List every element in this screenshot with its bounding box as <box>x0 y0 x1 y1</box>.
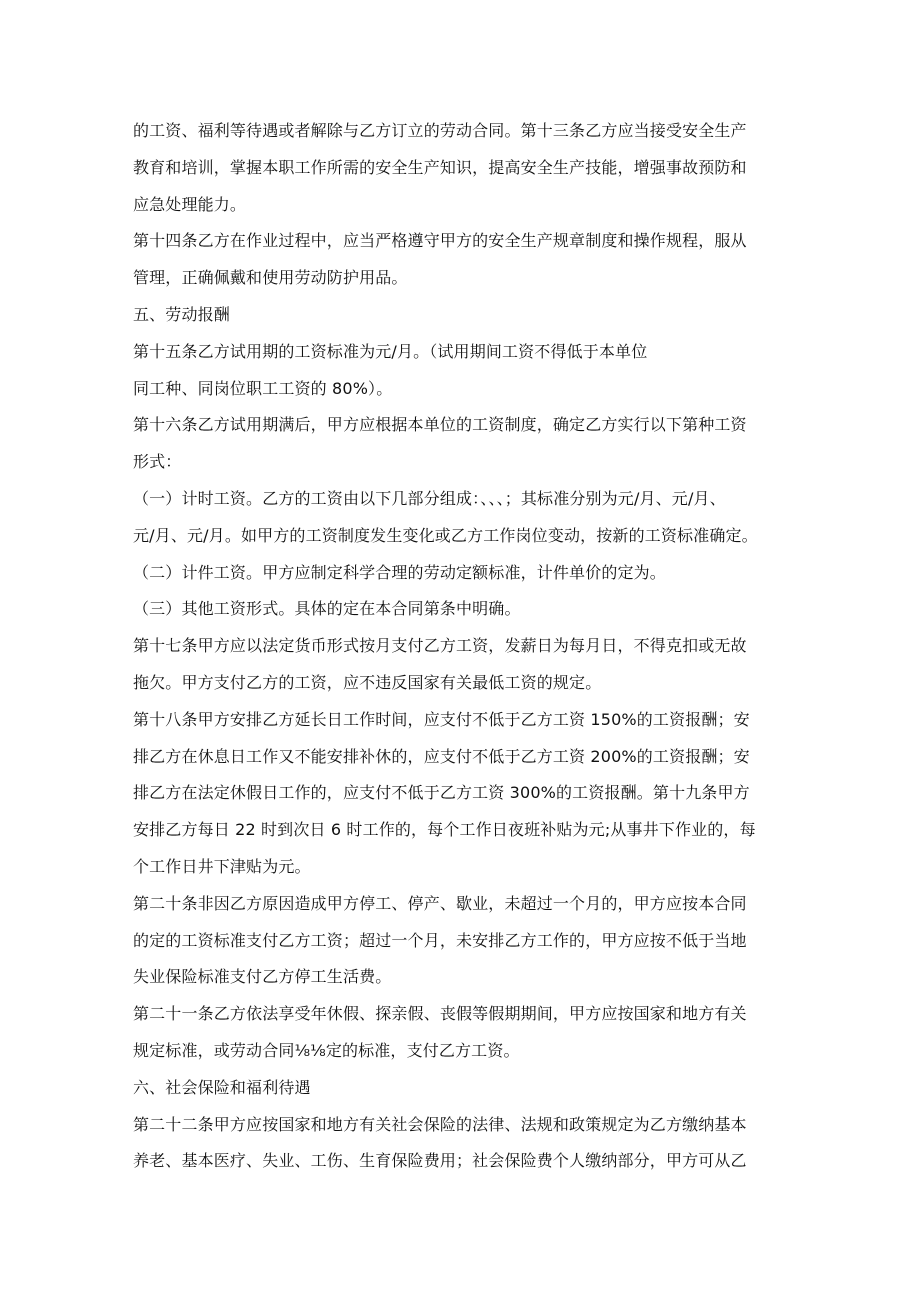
document-body <box>133 113 793 1180</box>
text-line: 第二十二条甲方应按国家和地方有关社会保险的法律、法规和政策规定为乙方缴纳基本 <box>133 1114 747 1134</box>
text-line: 第二十一条乙方依法享受年休假、探亲假、丧假等假期期间，甲方应按国家和地方有关 <box>133 1004 747 1024</box>
text-line: 的定的工资标准支付乙方工资；超过一个月，未安排乙方工作的，甲方应按不低于当地 <box>133 930 747 950</box>
text-line: 第十五条乙方试用期的工资标准为元/月。（试用期间工资不得低于本单位 <box>133 341 648 361</box>
text-line: 第十四条乙方在作业过程中，应当严格遵守甲方的安全生产规章制度和操作规程，服从 <box>133 231 747 251</box>
text-line: 第二十条非因乙方原因造成甲方停工、停产、歇业，未超过一个月的，甲方应按本合同 <box>133 893 747 913</box>
text-line: 安排乙方每日 22 时到次日 6 时工作的，每个工作日夜班补贴为元;从事井下作业的，每 <box>133 820 756 840</box>
text-line: 拖欠。甲方支付乙方的工资，应不违反国家有关最低工资的规定。 <box>133 672 602 692</box>
section-heading: 六、社会保险和福利待遇 <box>133 1077 311 1097</box>
text-line: 同工种、同岗位职工工资的 80%）。 <box>133 378 393 398</box>
text-line: 管理，正确佩戴和使用劳动防护用品。 <box>133 268 408 288</box>
text-line: 应急处理能力。 <box>133 194 247 214</box>
list-item: （一）计时工资。乙方的工资由以下几部分组成：、、、；其标准分别为元/月、元/月、 <box>133 488 726 508</box>
text-line: 教育和培训，掌握本职工作所需的安全生产知识，提高安全生产技能，增强事故预防和 <box>133 157 747 177</box>
text-line: 排乙方在法定休假日工作的，应支付不低于乙方工资 300%的工资报酬。第十九条甲方 <box>133 783 750 803</box>
text-line: 排乙方在休息日工作又不能安排补休的，应支付不低于乙方工资 200%的工资报酬；安 <box>133 746 750 766</box>
text-line: 失业保险标准支付乙方停工生活费。 <box>133 967 392 987</box>
list-item: （三）其他工资形式。具体的定在本合同第条中明确。 <box>133 599 521 619</box>
text-line: 的工资、福利等待遇或者解除与乙方订立的劳动合同。第十三条乙方应当接受安全生产 <box>133 121 747 140</box>
text-line: 第十八条甲方安排乙方延长日工作时间，应支付不低于乙方工资 150%的工资报酬；安 <box>133 709 750 729</box>
section-heading: 五、劳动报酬 <box>133 304 230 324</box>
text-line: 第十七条甲方应以法定货币形式按月支付乙方工资，发薪日为每月日，不得克扣或无故 <box>133 636 747 656</box>
text-line: 元/月、元/月。如甲方的工资制度发生变化或乙方工作岗位变动，按新的工资标准确定。 <box>133 525 758 545</box>
text-line: 第十六条乙方试用期满后，甲方应根据本单位的工资制度，确定乙方实行以下第种工资 <box>133 415 747 435</box>
list-item: （二）计件工资。甲方应制定科学合理的劳动定额标准，计件单价的定为。 <box>133 562 666 582</box>
text-line: 养老、基本医疗、失业、工伤、生育保险费用；社会保险费个人缴纳部分，甲方可从乙 <box>133 1151 747 1171</box>
text-line: 个工作日井下津贴为元。 <box>133 856 311 876</box>
text-line: 形式： <box>133 452 182 472</box>
text-line: 规定标准，或劳动合同⅛⅛定的标准，支付乙方工资。 <box>133 1040 520 1060</box>
